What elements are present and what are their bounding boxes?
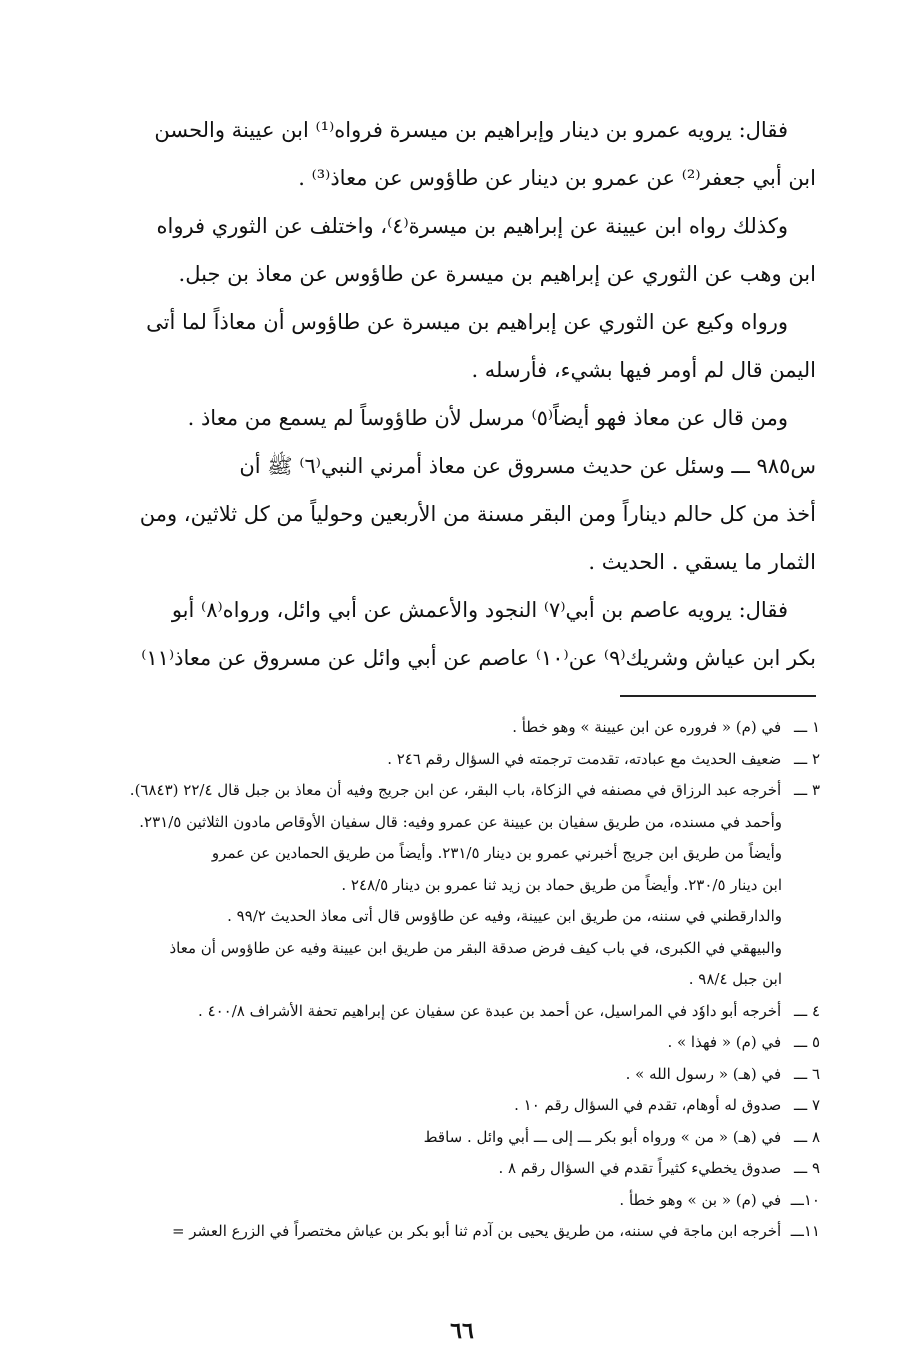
main-line-4: ابن وهب عن الثوري عن إبراهيم بن ميسرة عن طاؤوس عن معاذ بن جبل. [178, 262, 816, 286]
footnote-text: في (م) « فروره عن ابن عيينة » وهو خطأ . [512, 718, 782, 736]
footnote-number: ٩ ـــ [793, 1159, 820, 1177]
footnote-number: ٦ ـــ [793, 1064, 820, 1083]
footnote-text: وأيضاً من طريق ابن جريج أخبرني عمرو بن دينار ٢٣١/٥. وأيضاً من طريق الحمادين عن عمرو [211, 844, 782, 862]
main-line-1: فقال: يرويه عمرو بن دينار وإبراهيم بن ميسرة فرواه⁽¹⁾ ابن عيينة والحسن [154, 118, 788, 142]
footnote-5 [78, 1027, 820, 1059]
main-text-block [96, 106, 816, 682]
footnote-text: في (هـ) « رسول الله » . [625, 1064, 782, 1083]
footnote-3-cont-4 [78, 901, 820, 933]
main-line-3: وكذلك رواه ابن عيينة عن إبراهيم بن ميسرة⁽٤⁾، واختلف عن الثوري فرواه [156, 214, 788, 238]
footnote-text: أخرجه أبو داوٗد في المراسيل، عن أحمد بن عبدة عن سفيان عن إبراهيم تحفة الأشراف ٤٠٠/٨ . [198, 1001, 782, 1020]
footnote-text: وأحمد في مسنده، من طريق سفيان بن عيينة عن عمرو وفيه: قال سفيان الأوقاص مادون الثلاثين ٢٣١/٥. [139, 812, 782, 831]
footnote-number: ١٠ـــ [790, 1190, 820, 1209]
footnote-number: ١ ـــ [793, 718, 820, 736]
footnote-6 [78, 1059, 820, 1091]
footnote-3-cont-3 [78, 870, 820, 902]
footnote-number: ١١ـــ [790, 1222, 820, 1240]
footnote-text: صدوق له أوهام، تقدم في السؤال رقم ١٠ . [514, 1096, 782, 1114]
footnote-text: في (م) « بن » وهو خطأ . [619, 1190, 782, 1209]
footnote-text: والدارقطني في سننه، من طريق ابن عيينة، وفيه عن طاؤوس قال أتى معاذ الحديث ٩٩/٢ . [227, 907, 782, 925]
footnotes-block [78, 712, 820, 1248]
footnote-text: في (هـ) « من » ورواه أبو بكر ـــ إلى ـــ أبي وائل . ساقط [423, 1127, 782, 1146]
footnote-number: ٧ ـــ [793, 1096, 820, 1114]
main-line-11: فقال: يرويه عاصم بن أبي⁽٧⁾ النجود والأعمش عن أبي وائل، ورواه⁽٨⁾ أبو [171, 598, 788, 622]
footnote-2 [78, 744, 820, 776]
footnote-3-cont-5 [78, 933, 820, 965]
main-line-9: أخذ من كل حالم ديناراً ومن البقر مسنة من الأربعين وحولياً من كل ثلاثين، ومن [139, 502, 816, 526]
footnote-text: والبيهقي في الكبرى، في باب كيف فرض صدقة البقر من طريق ابن عيينة وفيه عن طاؤوس أن معاذ [169, 938, 782, 957]
footnote-9 [78, 1153, 820, 1185]
page-number: ٦٦ [450, 1318, 474, 1344]
footnote-text: ابن جبل ٩٨/٤ . [688, 970, 782, 988]
footnote-7 [78, 1090, 820, 1122]
footnote-separator [620, 695, 816, 697]
footnote-number: ٢ ـــ [793, 749, 820, 768]
footnote-text: ضعيف الحديث مع عبادته، تقدمت ترجمته في السؤال رقم ٢٤٦ . [387, 749, 782, 768]
footnote-text: أخرجه ابن ماجة في سننه، من طريق يحيى بن آدم ثنا أبو بكر بن عياش مختصراً في الزرع العشر = [171, 1222, 782, 1240]
footnote-8 [78, 1122, 820, 1154]
footnote-3-cont-2 [78, 838, 820, 870]
main-line-2: ابن أبي جعفر⁽²⁾ عن عمرو بن دينار عن طاؤوس عن معاذ⁽³⁾ . [298, 166, 816, 190]
footnote-text: أخرجه عبد الرزاق في مصنفه في الزكاة، باب البقر، عن ابن جريج وفيه أن معاذ بن جبل قال ٢٢/٤ (٦٨٤٣). [129, 781, 782, 799]
footnote-4 [78, 996, 820, 1028]
footnote-number: ٨ ـــ [793, 1127, 820, 1146]
footnote-number: ٥ ـــ [793, 1033, 820, 1051]
footnote-10 [78, 1185, 820, 1217]
footnote-text: صدوق يخطيء كثيراً تقدم في السؤال رقم ٨ . [498, 1159, 782, 1177]
main-line-10: الثمار ما يسقي . الحديث . [588, 550, 816, 574]
footnote-number: ٣ ـــ [793, 781, 820, 799]
footnote-number: ٤ ـــ [793, 1001, 820, 1020]
main-line-12: بكر ابن عياش وشريك⁽٩⁾ عن⁽١٠⁾ عاصم عن أبي وائل عن مسروق عن معاذ⁽١١⁾ [141, 646, 816, 670]
footnote-11 [78, 1216, 820, 1248]
footnote-3 [78, 775, 820, 807]
footnote-1 [78, 712, 820, 744]
main-line-5: ورواه وكيع عن الثوري عن إبراهيم بن ميسرة عن طاؤوس أن معاذاً لما أتى [146, 310, 788, 334]
footnote-text: ابن دينار ٢٣٠/٥. وأيضاً من طريق حماد بن زيد ثنا عمرو بن دينار ٢٤٨/٥ . [341, 875, 782, 894]
main-line-8: س٩٨٥ ـــ وسئل عن حديث مسروق عن معاذ أمرني النبي⁽٦⁾ ﷺ أن [239, 454, 816, 478]
footnote-text: في (م) « فهذا » . [667, 1033, 782, 1051]
footnote-3-cont-1 [78, 807, 820, 839]
footnote-3-cont-6 [78, 964, 820, 996]
main-line-6: اليمن قال لم أومر فيها بشيء، فأرسله . [471, 358, 816, 382]
main-line-7: ومن قال عن معاذ فهو أيضاً⁽٥⁾ مرسل لأن طاؤوساً لم يسمع من معاذ . [187, 406, 788, 430]
